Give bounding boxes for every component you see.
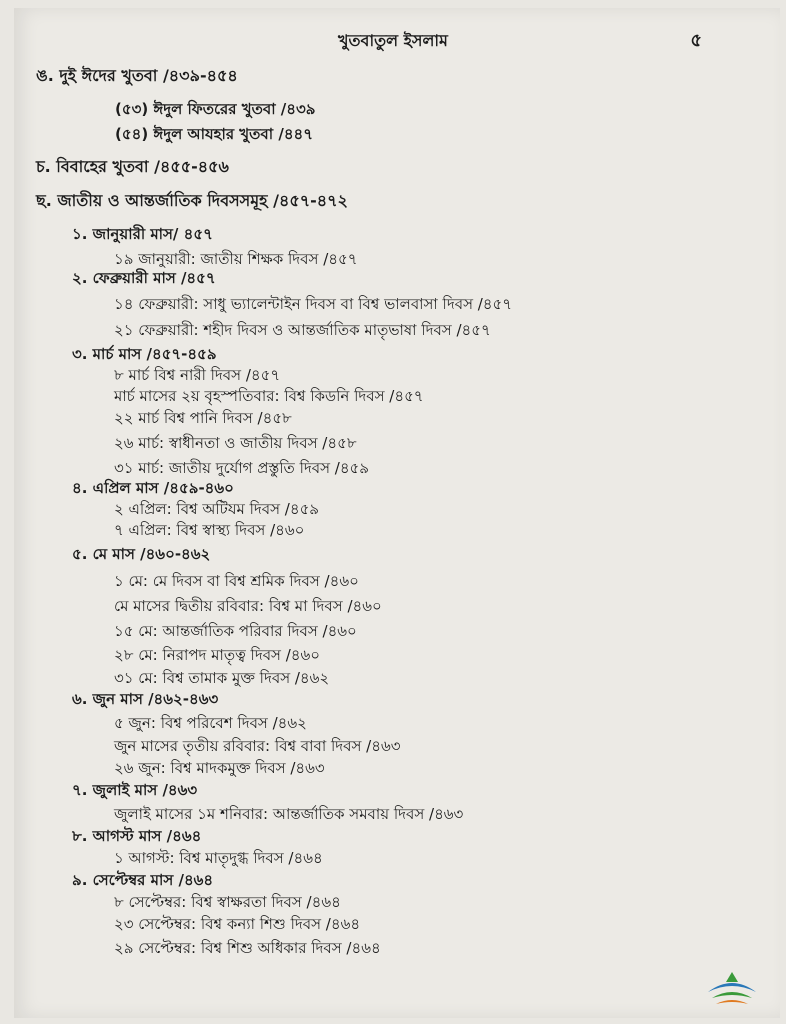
list-item: ২৮ মে: নিরাপদ মাতৃত্ব দিবস /৪৬০	[114, 646, 321, 664]
book-logo-icon	[704, 966, 760, 1010]
month-heading-march: ৩. মার্চ মাস /৪৫৭-৪৫৯	[72, 345, 217, 363]
list-item: ১৫ মে: আন্তর্জাতিক পরিবার দিবস /৪৬০	[114, 622, 357, 640]
list-item: ৮ মার্চ বিশ্ব নারী দিবস /৪৫৭	[114, 366, 281, 384]
list-item: মার্চ মাসের ২য় বৃহস্পতিবার: বিশ্ব কিডনি দিবস /৪৫৭	[114, 387, 424, 405]
list-item: ২ এপ্রিল: বিশ্ব অটিযম দিবস /৪৫৯	[114, 500, 320, 518]
month-heading-february: ২. ফেব্রুয়ারী মাস /৪৫৭	[72, 269, 216, 287]
page-number: ৫	[690, 30, 702, 51]
list-item: ৭ এপ্রিল: বিশ্ব স্বাস্থ্য দিবস /৪৬০	[114, 521, 305, 539]
list-item: জুলাই মাসের ১ম শনিবার: আন্তর্জাতিক সমবায় দিবস /৪৬৩	[114, 805, 464, 823]
section-heading-days: ছ. জাতীয় ও আন্তর্জাতিক দিবসসমূহ /৪৫৭-৪৭২	[36, 191, 348, 210]
section-heading-marriage: চ. বিবাহের খুতবা /৪৫৫-৪৫৬	[36, 157, 229, 176]
month-heading-june: ৬. জুন মাস /৪৬২-৪৬৩	[72, 690, 219, 708]
list-item: ১৪ ফেব্রুয়ারী: সাধু ভ্যালেন্টাইন দিবস বা বিশ্ব ভালবাসা দিবস /৪৫৭	[114, 295, 513, 313]
list-item-eid-adha: (৫৪) ঈদুল আযহার খুতবা /৪৪৭	[115, 125, 314, 143]
list-item: ২১ ফেব্রুয়ারী: শহীদ দিবস ও আন্তর্জাতিক মাতৃভাষা দিবস /৪৫৭	[114, 321, 491, 339]
list-item: ২২ মার্চ বিশ্ব পানি দিবস /৪৫৮	[114, 409, 292, 427]
month-heading-april: ৪. এপ্রিল মাস /৪৫৯-৪৬০	[72, 479, 234, 497]
month-heading-january: ১. জানুয়ারী মাস/ ৪৫৭	[72, 225, 213, 243]
month-heading-may: ৫. মে মাস /৪৬০-৪৬২	[72, 545, 211, 563]
running-header-title: খুতবাতুল ইসলাম	[338, 31, 448, 50]
list-item: ৩১ মে: বিশ্ব তামাক মুক্ত দিবস /৪৬২	[114, 669, 330, 687]
list-item-eid-fitr: (৫৩) ঈদুল ফিতরের খুতবা /৪৩৯	[115, 100, 316, 118]
bleed-through-text	[484, 70, 774, 930]
list-item: ২৬ জুন: বিশ্ব মাদকমুক্ত দিবস /৪৬৩	[114, 759, 325, 777]
list-item: ১ আগস্ট: বিশ্ব মাতৃদুগ্ধ দিবস /৪৬৪	[114, 849, 323, 867]
list-item: ১ মে: মে দিবস বা বিশ্ব শ্রমিক দিবস /৪৬০	[114, 572, 359, 590]
month-heading-july: ৭. জুলাই মাস /৪৬৩	[72, 781, 198, 799]
list-item: ৮ সেপ্টেম্বর: বিশ্ব স্বাক্ষরতা দিবস /৪৬৪	[114, 893, 341, 911]
list-item: জুন মাসের তৃতীয় রবিবার: বিশ্ব বাবা দিবস /৪৬৩	[114, 737, 401, 755]
list-item: মে মাসের দ্বিতীয় রবিবার: বিশ্ব মা দিবস /৪৬০	[114, 597, 382, 615]
month-heading-september: ৯. সেপ্টেম্বর মাস /৪৬৪	[72, 871, 214, 889]
list-item: ২৩ সেপ্টেম্বর: বিশ্ব কন্যা শিশু দিবস /৪৬৪	[114, 915, 361, 933]
list-item: ২৬ মার্চ: স্বাধীনতা ও জাতীয় দিবস /৪৫৮	[114, 434, 357, 452]
month-heading-august: ৮. আগস্ট মাস /৪৬৪	[72, 827, 202, 845]
list-item: ১৯ জানুয়ারী: জাতীয় শিক্ষক দিবস /৪৫৭	[114, 250, 358, 268]
list-item: ৩১ মার্চ: জাতীয় দুর্যোগ প্রস্তুতি দিবস /৪৫৯	[114, 459, 370, 477]
list-item: ৫ জুন: বিশ্ব পরিবেশ দিবস /৪৬২	[114, 714, 307, 732]
list-item: ২৯ সেপ্টেম্বর: বিশ্ব শিশু অধিকার দিবস /৪৬৪	[114, 939, 381, 957]
section-heading-eid: ঙ. দুই ঈদের খুতবা /৪৩৯-৪৫৪	[36, 66, 238, 85]
